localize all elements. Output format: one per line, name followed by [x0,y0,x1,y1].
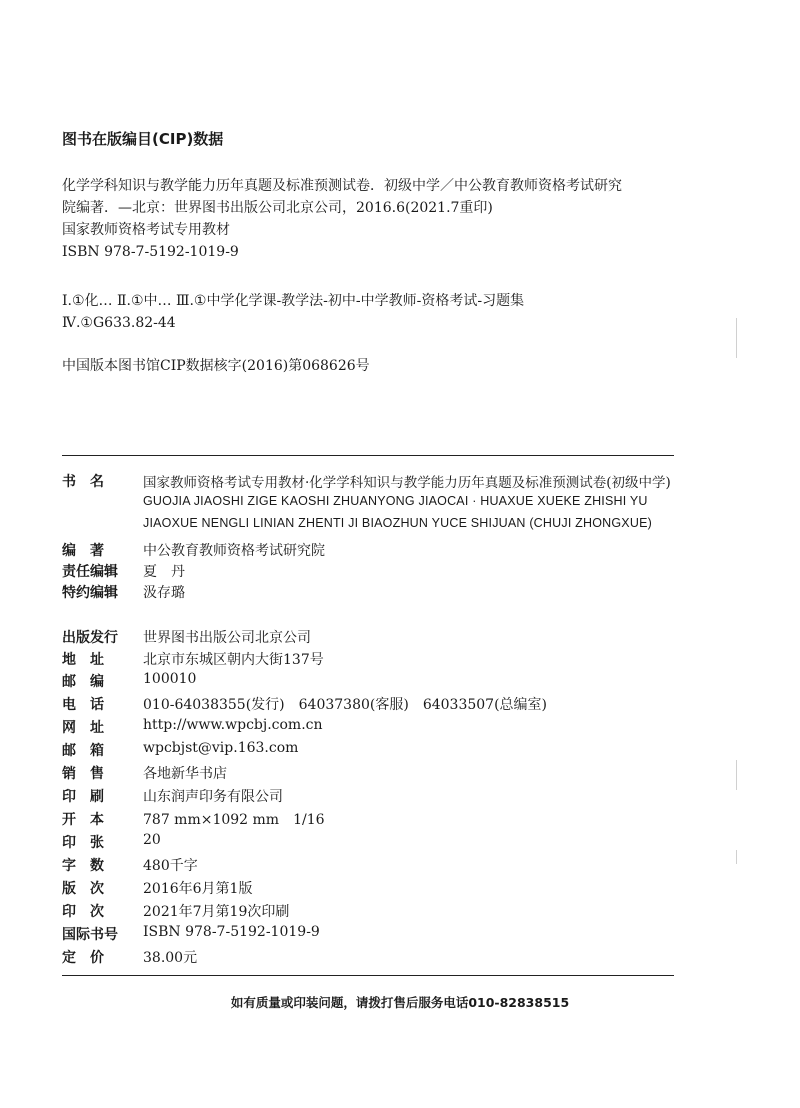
title-pinyin-1: GUOJIA JIAOSHI ZIGE KAOSHI ZHUANYONG JIAOCAI · HUAXUE XUEKE ZHISHI YU [143,494,648,508]
sales-label: 销 售 [62,766,104,782]
cip-classification-2: Ⅳ.①G633.82-44 [62,315,176,331]
bottom-divider [62,975,674,976]
website-label: 网 址 [62,720,104,736]
resp-editor-value: 夏 丹 [143,564,185,580]
address-label: 地 址 [62,652,104,668]
price-value: 38.00元 [143,950,198,966]
postcode-value: 100010 [143,671,197,687]
isbn-label: 国际书号 [62,927,118,943]
scan-mark [736,760,737,790]
cip-title-line: 化学学科知识与教学能力历年真题及标准预测试卷．初级中学／中公教育教师资格考试研究 [62,178,622,194]
cip-publisher-line: 院编著．—北京：世界图书出版公司北京公司，2016.6(2021.7重印) [62,200,493,216]
edition-value: 2016年6月第1版 [143,881,253,897]
impression-value: 2021年7月第19次印刷 [143,904,290,920]
cip-isbn-line: ISBN 978-7-5192-1019-9 [62,244,239,260]
printer-value: 山东润声印务有限公司 [143,789,283,805]
sheets-label: 印 张 [62,835,104,851]
postcode-label: 邮 编 [62,674,104,690]
email-label: 邮 箱 [62,743,104,759]
cip-series-line: 国家教师资格考试专用教材 [62,222,230,238]
title-pinyin-2: JIAOXUE NENGLI LINIAN ZHENTI JI BIAOZHUN YUCE SHIJUAN (CHUJI ZHONGXUE) [143,516,652,530]
address-value: 北京市东城区朝内大街137号 [143,652,324,668]
sheets-value: 20 [143,832,161,848]
phone-value: 010-64038355(发行) 64037380(客服) 64033507(总编室) [143,697,547,713]
after-sales-notice: 如有质量或印装问题，请拨打售后服务电话010-82838515 [230,995,570,1010]
isbn-value: ISBN 978-7-5192-1019-9 [143,924,320,940]
title-value: 国家教师资格考试专用教材·化学学科知识与教学能力历年真题及标准预测试卷(初级中学) [143,475,671,491]
price-label: 定 价 [62,950,104,966]
scan-mark [736,850,737,864]
format-label: 开 本 [62,812,104,828]
top-divider [62,455,674,456]
words-label: 字 数 [62,858,104,874]
email-value: wpcbjst@vip.163.com [143,740,299,756]
publisher-value: 世界图书出版公司北京公司 [143,630,311,646]
editor-label: 编 著 [62,543,104,559]
phone-label: 电 话 [62,697,104,713]
cip-heading: 图书在版编目(CIP)数据 [62,130,224,148]
website-value: http://www.wpcbj.com.cn [143,717,323,733]
printer-label: 印 刷 [62,789,104,805]
sales-value: 各地新华书店 [143,766,227,782]
words-value: 480千字 [143,858,198,874]
impression-label: 印 次 [62,904,104,920]
resp-editor-label: 责任编辑 [62,564,118,580]
special-editor-label: 特约编辑 [62,585,118,601]
special-editor-value: 汲存璐 [143,585,185,601]
cip-classification-1: Ⅰ.①化… Ⅱ.①中… Ⅲ.①中学化学课-教学法-初中-中学教师-资格考试-习题集 [62,293,525,309]
scan-mark [736,318,737,358]
publisher-label: 出版发行 [62,630,118,646]
editor-value: 中公教育教师资格考试研究院 [143,543,325,559]
format-value: 787 mm×1092 mm 1/16 [143,812,325,828]
title-label: 书 名 [62,474,104,490]
cip-number: 中国版本图书馆CIP数据核字(2016)第068626号 [62,358,370,374]
edition-label: 版 次 [62,881,104,897]
